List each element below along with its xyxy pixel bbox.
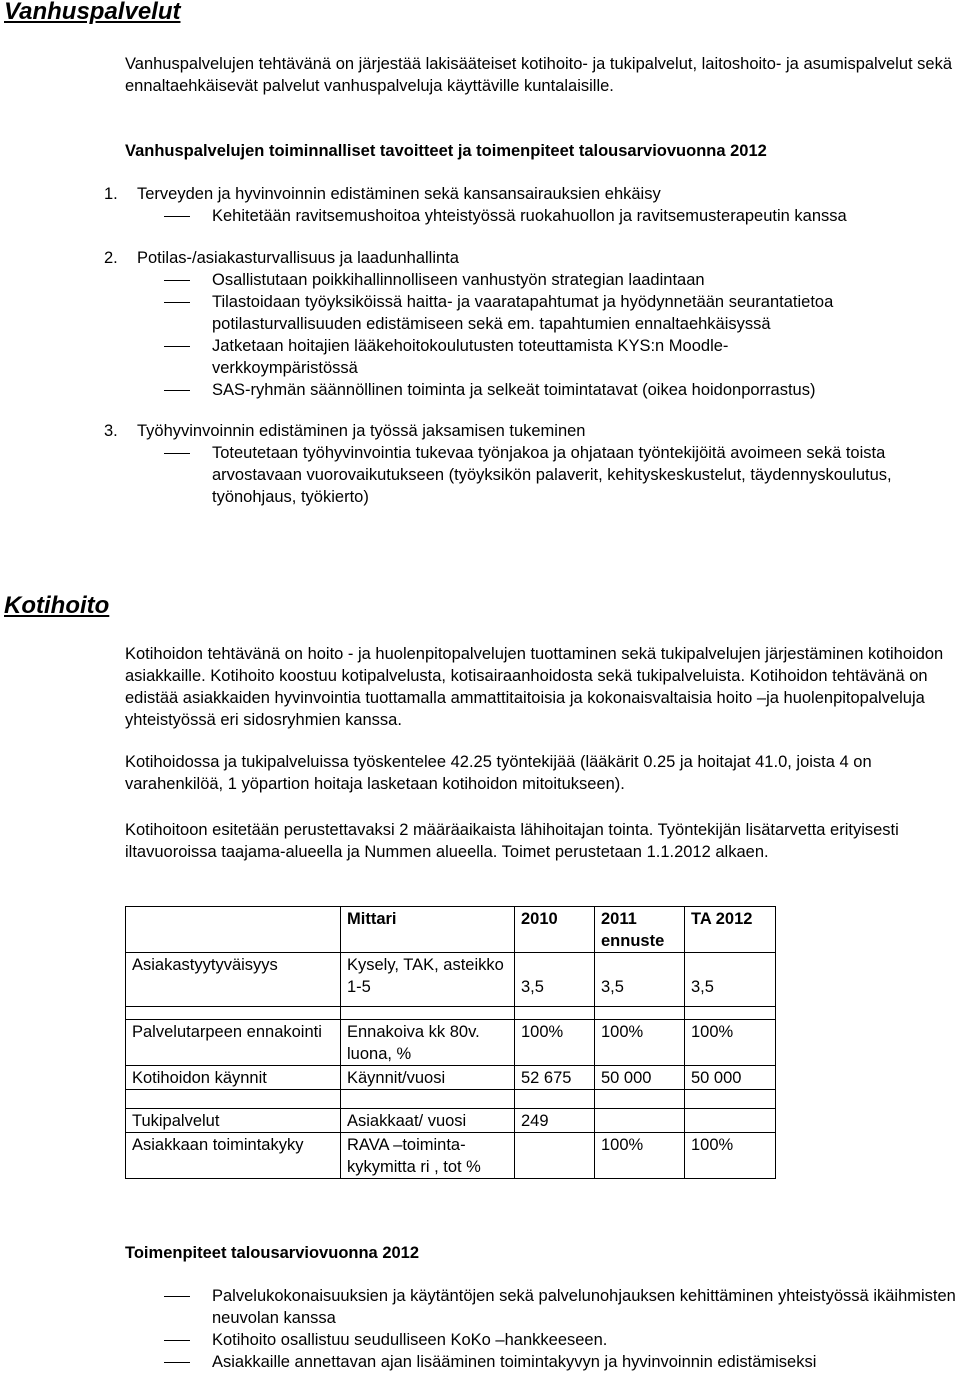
dash-bullet [164, 216, 190, 217]
table-cell: Käynnit/vuosi [341, 1066, 515, 1090]
measure-item-1: Palvelukokonaisuuksien ja käytäntöjen sekä palvelunohjauksen kehittäminen yhteistyössä ikäihmisten neuvolan kanssa [212, 1287, 956, 1327]
table-cell: Asiakkaat/ vuosi [341, 1109, 515, 1133]
goal-number: 3. [104, 422, 118, 440]
vanhus-intro: Vanhuspalvelujen tehtävänä on järjestää lakisääteiset kotihoito- ja tukipalvelut, laitoshoito- ja asumispalvelut sekä ennaltaehkäisevät palvelut vanhuspalveluja käyttäville kuntalaisille. [125, 55, 953, 95]
dash-bullet [164, 1362, 190, 1363]
goal-1-bullet-1: Kehitetään ravitsemushoitoa yhteistyössä ruokahuollon ja ravitsemusterapeutin kanssa [212, 207, 847, 225]
dash-bullet [164, 346, 190, 347]
measure-item-2: Kotihoito osallistuu seudulliseen KoKo –hankkeeseen. [212, 1331, 608, 1349]
table-cell [595, 1109, 685, 1133]
dash-bullet [164, 1296, 190, 1297]
goal-number: 1. [104, 185, 118, 203]
goal-title-text: Potilas-/asiakasturvallisuus ja laadunhallinta [137, 249, 459, 267]
table-cell: Palvelutarpeen ennakointi [126, 1020, 341, 1066]
kotihoito-metrics-table [125, 906, 776, 1179]
table-header-cell: 2010 [515, 907, 595, 953]
goals-heading: Vanhuspalvelujen toiminnalliset tavoitteet ja toimenpiteet talousarviovuonna 2012 [125, 142, 767, 160]
dash-bullet [164, 390, 190, 391]
table-cell: 3,5 [595, 953, 685, 1007]
dash-bullet [164, 280, 190, 281]
goal-3-bullet-1: Toteutetaan työhyvinvointia tukevaa työnjakoa ja ohjataan työntekijöitä avoimeen sekä toista arvostavaan vuorovaikutukseen (työyksikön palaverit, kehityskeskustelut, täydennyskoulutus, työnohjaus, työkierto) [212, 444, 892, 506]
goal-title-text: Työhyvinvoinnin edistäminen ja työssä jaksamisen tukeminen [137, 422, 586, 440]
table-header-cell [126, 907, 341, 953]
table-cell: 100% [515, 1020, 595, 1066]
table-cell: 3,5 [515, 953, 595, 1007]
goal-title-text: Terveyden ja hyvinvoinnin edistäminen sekä kansansairauksien ehkäisy [137, 185, 661, 203]
table-cell [515, 1133, 595, 1179]
dash-bullet [164, 453, 190, 454]
table-cell: 100% [595, 1020, 685, 1066]
kotihoito-paragraph-3: Kotihoitoon esitetään perustettavaksi 2 määräaikaista lähihoitajan tointa. Työntekijän lisätarvetta erityisesti iltavuoroissa taajama-alueella ja Nummen alueella. Toimet perustetaan 1.1.2012 alkaen. [125, 821, 899, 861]
table-cell: 249 [515, 1109, 595, 1133]
section-title-vanhuspalvelut: Vanhuspalvelut [4, 0, 181, 25]
table-cell: 3,5 [685, 953, 776, 1007]
table-cell: Ennakoiva kk 80v. luona, % [341, 1020, 515, 1066]
table-spacer-row [126, 1007, 776, 1020]
table-cell: 50 000 [595, 1066, 685, 1090]
kotihoito-paragraph-1: Kotihoidon tehtävänä on hoito - ja huolenpitopalvelujen tuottaminen sekä tukipalvelujen järjestäminen kotihoidon asiakkaille. Kotihoito koostuu kotipalvelusta, kotisairaanhoidosta sekä tukipalveluista. Kotihoidon tehtävänä on edistää asiakkaiden hyvinvointia tuottamalla ammattitaitoisia ja kokonaisvaltaisia hoito –ja huolenpitopalveluja yhteistyössä eri sidosryhmien kanssa. [125, 645, 944, 729]
goal-2-bullet-4: SAS-ryhmän säännöllinen toiminta ja selkeät toimintatavat (oikea hoidonporrastus) [212, 381, 816, 399]
table-cell: Asiakkaan toimintakyky [126, 1133, 341, 1179]
table-cell: RAVA –toiminta-kykymitta ri , tot % [341, 1133, 515, 1179]
table-cell: 100% [685, 1020, 776, 1066]
table-row [126, 1066, 776, 1090]
table-cell: 52 675 [515, 1066, 595, 1090]
table-header-row [126, 907, 776, 953]
section-title-kotihoito: Kotihoito [4, 592, 110, 619]
table-cell: 100% [595, 1133, 685, 1179]
measure-item-3: Asiakkaille annettavan ajan lisääminen toimintakyvyn ja hyvinvoinnin edistämiseksi [212, 1353, 817, 1371]
table-header-cell: 2011 ennuste [595, 907, 685, 953]
table-header-cell: TA 2012 [685, 907, 776, 953]
table-cell: Kysely, TAK, asteikko 1-5 [341, 953, 515, 1007]
goal-1-title [104, 183, 661, 205]
dash-bullet [164, 1340, 190, 1341]
table-cell [685, 1109, 776, 1133]
table-cell: Tukipalvelut [126, 1109, 341, 1133]
table-row [126, 1133, 776, 1179]
table-cell: Asiakastyytyväisyys [126, 953, 341, 1007]
goal-3-title [104, 420, 585, 442]
goal-2-bullet-3: Jatketaan hoitajien lääkehoitokoulutusten toteuttamista KYS:n Moodle-verkkoympäristössä [212, 337, 729, 377]
goal-2-bullet-2: Tilastoidaan työyksiköissä haitta- ja vaaratapahtumat ja hyödynnetään seurantatietoa potilasturvallisuuden edistämiseen sekä em. tapahtumien ennaltaehkäisyssä [212, 293, 834, 333]
table-row [126, 953, 776, 1007]
table-header-cell: Mittari [341, 907, 515, 953]
table-spacer-row [126, 1090, 776, 1109]
table-cell: 50 000 [685, 1066, 776, 1090]
goal-number: 2. [104, 249, 118, 267]
kotihoito-paragraph-2: Kotihoidossa ja tukipalveluissa työskentelee 42.25 työntekijää (lääkärit 0.25 ja hoitajat 41.0, joista 4 on varahenkilöä, 1 yöpartion hoitaja lasketaan kotihoidon mitoitukseen). [125, 753, 872, 793]
table-row [126, 1109, 776, 1133]
table-cell: Kotihoidon käynnit [126, 1066, 341, 1090]
goal-2-title [104, 247, 459, 269]
dash-bullet [164, 302, 190, 303]
goal-2-bullet-1: Osallistutaan poikkihallinnolliseen vanhustyön strategian laadintaan [212, 271, 705, 289]
measures-heading: Toimenpiteet talousarviovuonna 2012 [125, 1244, 420, 1262]
table-cell: 100% [685, 1133, 776, 1179]
table-row [126, 1020, 776, 1066]
